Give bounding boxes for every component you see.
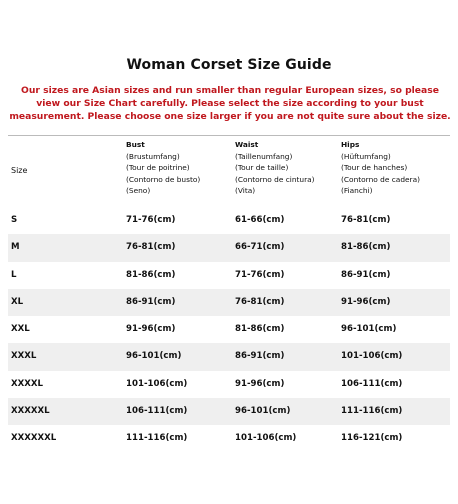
hips-cell: 106-111(cm)	[341, 378, 403, 389]
waist-header-it: (Vita)	[235, 186, 256, 195]
hips-header-de: (Hüftumfang)	[341, 151, 391, 161]
hips-column-header	[341, 139, 420, 197]
table-row	[8, 262, 450, 289]
table-row	[8, 371, 450, 398]
waist-header-label: Waist	[235, 140, 259, 149]
table-row	[8, 343, 450, 370]
table-row	[8, 316, 450, 343]
bust-cell: 96-101(cm)	[126, 351, 182, 362]
size-table	[8, 135, 450, 453]
bust-cell: 91-96(cm)	[126, 324, 176, 335]
bust-cell: 76-81(cm)	[126, 242, 176, 253]
hips-cell: 86-91(cm)	[341, 269, 391, 280]
hips-header-label: Hips	[341, 140, 360, 149]
waist-cell: 66-71(cm)	[235, 242, 285, 253]
hips-cell: 111-116(cm)	[341, 406, 403, 417]
hips-header-it: (Fianchi)	[341, 186, 373, 195]
table-row	[8, 234, 450, 261]
size-cell: XL	[11, 296, 24, 307]
bust-cell: 101-106(cm)	[126, 378, 188, 389]
waist-cell: 101-106(cm)	[235, 433, 297, 444]
table-row	[8, 398, 450, 425]
size-cell: XXL	[11, 324, 30, 335]
waist-cell: 86-91(cm)	[235, 351, 285, 362]
hips-cell: 116-121(cm)	[341, 433, 403, 444]
size-column-header: Size	[11, 166, 28, 175]
size-cell: S	[11, 215, 18, 225]
bust-header-de: (Brustumfang)	[126, 151, 180, 161]
hips-cell: 96-101(cm)	[341, 324, 397, 335]
waist-header-fr: (Tour de taille)	[235, 163, 289, 172]
size-cell: XXXXL	[11, 378, 43, 389]
size-cell: XXXL	[11, 351, 37, 362]
bust-cell: 111-116(cm)	[126, 433, 188, 444]
bust-header-label: Bust	[126, 140, 145, 149]
size-cell: L	[11, 269, 17, 280]
waist-column-header	[235, 139, 315, 197]
table-row	[8, 289, 450, 316]
waist-cell: 76-81(cm)	[235, 296, 285, 307]
hips-header-fr: (Tour de hanches)	[341, 163, 408, 172]
table-header	[8, 135, 450, 207]
waist-cell: 81-86(cm)	[235, 324, 285, 335]
bust-header-it: (Seno)	[126, 186, 151, 195]
bust-cell: 81-86(cm)	[126, 269, 176, 280]
waist-header-de: (Taillenumfang)	[235, 151, 293, 161]
waist-cell: 61-66(cm)	[235, 215, 285, 225]
waist-cell: 71-76(cm)	[235, 269, 285, 280]
hips-cell: 81-86(cm)	[341, 242, 391, 253]
page-title: Woman Corset Size Guide	[126, 57, 332, 73]
bust-column-header	[126, 139, 200, 197]
table-row	[8, 207, 450, 234]
bust-cell: 86-91(cm)	[126, 296, 176, 307]
bust-cell: 106-111(cm)	[126, 406, 188, 417]
bust-header-es: (Contorno de busto)	[126, 174, 201, 184]
hips-header-es: (Contorno de cadera)	[341, 174, 421, 184]
bust-header-fr: (Tour de poitrine)	[126, 163, 190, 172]
table-row	[8, 425, 450, 452]
hips-cell: 76-81(cm)	[341, 215, 391, 225]
size-cell: XXXXXXL	[11, 433, 57, 444]
size-cell: M	[11, 242, 20, 253]
size-cell: XXXXXL	[11, 406, 50, 417]
waist-cell: 91-96(cm)	[235, 378, 285, 389]
bust-cell: 71-76(cm)	[126, 215, 176, 225]
size-notice: Our sizes are Asian sizes and run smaller than regular European sizes, so please view our Size Chart carefully. Please select the size according to your bust measurement. Please choose one size larger if you are not quite sure about the size.	[9, 85, 451, 122]
waist-cell: 96-101(cm)	[235, 406, 291, 417]
waist-header-es: (Contorno de cintura)	[235, 174, 315, 184]
hips-cell: 91-96(cm)	[341, 296, 391, 307]
hips-cell: 101-106(cm)	[341, 351, 403, 362]
